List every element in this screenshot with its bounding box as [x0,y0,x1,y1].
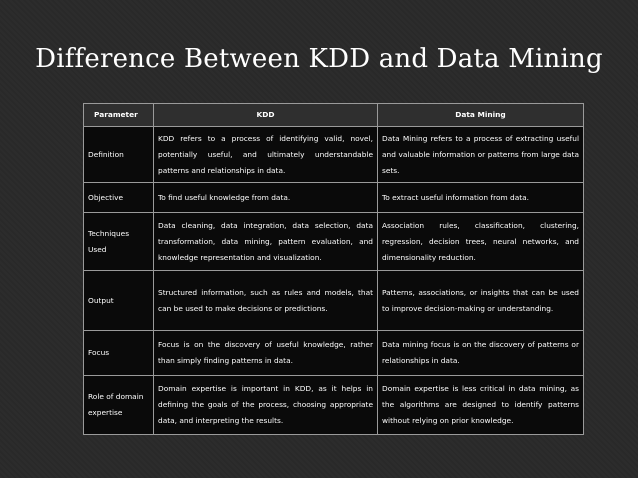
row-data-mining-cell: Association rules, classification, clustering, regression, decision trees, neural networks, and dimensionality reduction. [378,213,584,271]
row-data-mining-cell: Domain expertise is less critical in data mining, as the algorithms are designed to identify patterns without relying on prior knowledge. [378,376,584,435]
row-kdd-cell: KDD refers to a process of identifying valid, novel, potentially useful, and ultimately understandable patterns and relationships in data. [154,127,378,183]
row-parameter: Objective [84,183,154,213]
row-parameter: Definition [84,127,154,183]
table-header-row [84,104,584,127]
header-data-mining: Data Mining [378,104,584,127]
slide-title: Difference Between KDD and Data Mining [35,44,603,74]
row-parameter: Focus [84,331,154,376]
table-row [84,183,584,213]
row-data-mining-cell: Patterns, associations, or insights that can be used to improve decision-making or understanding. [378,271,584,331]
row-kdd-cell: Focus is on the discovery of useful knowledge, rather than simply finding patterns in data. [154,331,378,376]
row-parameter: Techniques Used [84,213,154,271]
row-data-mining-cell: Data mining focus is on the discovery of patterns or relationships in data. [378,331,584,376]
header-parameter: Parameter [84,104,154,127]
table-row [84,213,584,271]
table-row [84,376,584,435]
row-parameter: Role of domain expertise [84,376,154,435]
row-data-mining-cell: Data Mining refers to a process of extracting useful and valuable information or patterns from large data sets. [378,127,584,183]
row-kdd-cell: To find useful knowledge from data. [154,183,378,213]
table-row [84,271,584,331]
row-kdd-cell: Data cleaning, data integration, data selection, data transformation, data mining, pattern evaluation, and knowledge representation and visualization. [154,213,378,271]
row-data-mining-cell: To extract useful information from data. [378,183,584,213]
header-kdd: KDD [154,104,378,127]
table-row [84,331,584,376]
table-row [84,127,584,183]
row-kdd-cell: Domain expertise is important in KDD, as it helps in defining the goals of the process, choosing appropriate data, and interpreting the results. [154,376,378,435]
row-parameter: Output [84,271,154,331]
row-kdd-cell: Structured information, such as rules and models, that can be used to make decisions or predictions. [154,271,378,331]
comparison-table [83,103,584,435]
